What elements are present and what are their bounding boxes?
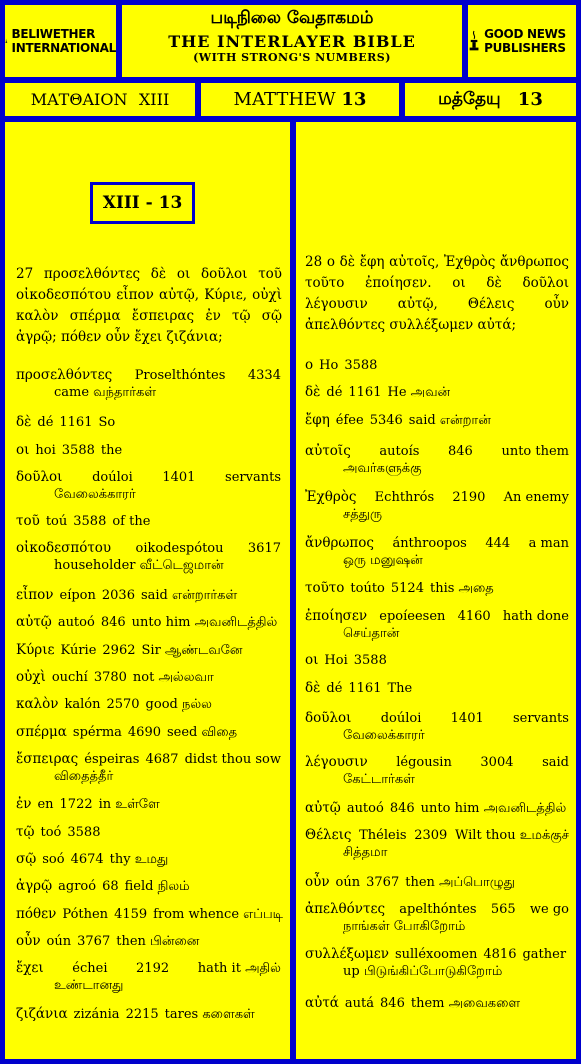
word-entry xyxy=(305,608,569,642)
greek-word: οι xyxy=(16,442,30,458)
strongs-number: 3004 xyxy=(480,755,514,770)
strongs-number: 3588 xyxy=(73,514,107,529)
good-news-logo xyxy=(465,2,579,80)
strongs-number: 1161 xyxy=(348,385,382,400)
english-gloss: we go xyxy=(529,902,569,917)
greek-word: καλὸν xyxy=(16,696,59,712)
english-gloss: the xyxy=(100,443,123,458)
greek-word: δοῦλοι xyxy=(305,710,352,726)
word-entry xyxy=(16,851,281,868)
english-gloss: in உள்ளே xyxy=(98,797,160,812)
strongs-number: 4687 xyxy=(145,752,179,767)
chapter-tamil-num: 13 xyxy=(517,89,543,110)
strongs-number: 5124 xyxy=(390,581,424,596)
english-gloss: from whence எப்படி xyxy=(153,907,283,922)
word-entry xyxy=(305,901,569,935)
gloss-continuation: ஒரு மனுஷன் xyxy=(343,553,423,568)
strongs-number: 4674 xyxy=(70,852,104,867)
english-gloss: unto him அவனிடத்தில் xyxy=(131,615,278,630)
transliteration: oikodespótou xyxy=(135,541,224,556)
gloss-continuation: up பிடுங்கிப்போடுகிறோம் xyxy=(343,964,503,979)
english-gloss: said என்றான் xyxy=(408,413,491,428)
strongs-number: 3588 xyxy=(67,825,101,840)
word-entry xyxy=(16,933,281,950)
english-gloss: thy உமது xyxy=(109,852,169,867)
greek-word: ἄνθρωπος xyxy=(305,535,374,551)
strongs-number: 2190 xyxy=(452,490,486,505)
strongs-number: 846 xyxy=(100,615,126,630)
transliteration: Hoi xyxy=(324,653,348,668)
greek-word: οι xyxy=(305,652,319,668)
greek-word: Κύριε xyxy=(16,642,55,658)
right-logo-text: GOOD NEWS PUBLISHERS xyxy=(484,27,566,55)
gloss-continuation: வேலைக்காரர் xyxy=(343,728,425,743)
english-gloss: unto him அவனிடத்தில் xyxy=(420,801,567,816)
transliteration: epoíeesen xyxy=(379,609,446,624)
english-gloss: then பின்னை xyxy=(116,934,200,949)
transliteration: autá xyxy=(344,996,375,1011)
english-gloss: good நல்ல xyxy=(145,697,212,712)
strongs-number: 4334 xyxy=(247,368,281,383)
strongs-number: 4159 xyxy=(114,907,148,922)
transliteration: légousin xyxy=(396,755,452,770)
word-entry xyxy=(16,878,281,895)
greek-word: Ἐχθρὸς xyxy=(305,489,357,505)
word-entry xyxy=(305,995,569,1012)
english-gloss: then அப்பொழுது xyxy=(405,875,515,890)
transliteration: apelthóntes xyxy=(399,902,477,917)
transliteration: kalón xyxy=(64,697,101,712)
english-gloss: seed விதை xyxy=(167,725,238,740)
strongs-number: 2962 xyxy=(102,643,136,658)
word-entry xyxy=(16,796,281,813)
strongs-number: 3588 xyxy=(344,358,378,373)
greek-word: ἀπελθόντες xyxy=(305,901,386,917)
word-entry xyxy=(16,642,281,659)
greek-word: δὲ xyxy=(16,414,32,430)
word-entry xyxy=(305,443,569,477)
word-entry xyxy=(305,489,569,523)
chapter-english xyxy=(198,80,402,119)
gloss-continuation: சித்தமா xyxy=(343,845,388,860)
strongs-number: 3780 xyxy=(93,670,127,685)
gloss-continuation: உண்டானது xyxy=(54,978,124,993)
lamp-icon xyxy=(468,21,480,61)
transliteration: dé xyxy=(326,681,343,696)
greek-word: ζιζάνια xyxy=(16,1006,68,1022)
greek-word: προσελθόντες xyxy=(16,367,113,383)
transliteration: hoi xyxy=(35,443,56,458)
gloss-continuation: came வந்தார்கள் xyxy=(54,385,157,400)
chapter-english-name: MATTHEW xyxy=(233,89,336,110)
strongs-number: 1161 xyxy=(59,415,93,430)
gloss-continuation: கேட்டார்கள் xyxy=(343,772,415,787)
english-gloss: Sir ஆண்டவனே xyxy=(141,643,243,658)
greek-word: ἔφη xyxy=(305,412,330,428)
greek-word: οἰκοδεσπότου xyxy=(16,540,112,556)
english-gloss: An enemy xyxy=(503,490,569,505)
greek-word: τοῦ xyxy=(16,513,40,529)
transliteration: soó xyxy=(42,852,65,867)
gloss-continuation: விதைத்தீர் xyxy=(54,769,114,784)
word-entry xyxy=(16,1006,281,1023)
gloss-continuation: சத்துரு xyxy=(343,507,382,522)
strongs-number: 1401 xyxy=(450,711,484,726)
english-gloss: hath done xyxy=(502,609,569,624)
strongs-number: 4690 xyxy=(127,725,161,740)
greek-word: ο xyxy=(305,357,314,373)
strongs-number: 3767 xyxy=(77,934,111,949)
greek-word: τοῦτο xyxy=(305,580,345,596)
transliteration: autoó xyxy=(346,801,384,816)
word-entry xyxy=(305,874,569,891)
english-gloss: not அல்லவா xyxy=(132,670,214,685)
strongs-number: 3588 xyxy=(353,653,387,668)
strongs-number: 5346 xyxy=(369,413,403,428)
english-gloss: servants xyxy=(513,711,569,726)
gloss-continuation: அவர்களுக்கு xyxy=(343,461,422,476)
english-gloss: of the xyxy=(112,514,151,529)
gloss-continuation: வேலைக்காரர் xyxy=(54,487,136,502)
strongs-number: 3617 xyxy=(247,541,281,556)
chapter-english-num: 13 xyxy=(341,89,367,110)
english-gloss: tares களைகள் xyxy=(164,1007,255,1022)
strongs-number: 846 xyxy=(389,801,415,816)
title-tamil: படிநிலை வேதாகமம் xyxy=(210,8,374,28)
word-entry xyxy=(16,540,281,574)
english-gloss: said என்றார்கள் xyxy=(140,588,238,603)
greek-word: οὖν xyxy=(16,933,41,949)
word-entry xyxy=(305,710,569,744)
right-verse-text: 28 ο δὲ ἔφη αὐτοῖς, Ἐχθρὸς ἄνθρωπος τοῦτο ἐποίησεν. οι δὲ δοῦλοι λέγουσιν αὐτῷ, Θέλεις οὖν ἀπελθόντες συλλέξωμεν αὐτά; xyxy=(305,254,569,333)
transliteration: Ho xyxy=(319,358,339,373)
greek-word: ἀγρῷ xyxy=(16,878,53,894)
strongs-number: 3588 xyxy=(61,443,95,458)
greek-word: δὲ xyxy=(305,680,321,696)
word-entry xyxy=(16,614,281,631)
greek-word: λέγουσιν xyxy=(305,754,368,770)
english-gloss: unto them xyxy=(501,444,569,459)
strongs-number: 846 xyxy=(448,444,473,459)
word-entry xyxy=(305,652,569,669)
strongs-number: 4160 xyxy=(457,609,491,624)
greek-word: οὖν xyxy=(305,874,330,890)
word-entry xyxy=(16,724,281,741)
strongs-number: 444 xyxy=(485,536,511,551)
greek-word: εἶπον xyxy=(16,587,54,603)
strongs-number: 3767 xyxy=(366,875,400,890)
greek-word: ἔσπειρας xyxy=(16,751,79,767)
english-gloss: Wilt thou உமக்குச் xyxy=(455,828,569,843)
greek-word: αὐτῷ xyxy=(305,800,341,816)
strongs-number: 2215 xyxy=(125,1007,159,1022)
english-gloss: this அதை xyxy=(429,581,494,596)
greek-word: ἐν xyxy=(16,796,32,812)
word-entry xyxy=(16,367,281,401)
word-entry xyxy=(305,946,569,980)
word-entry xyxy=(16,442,281,459)
transliteration: autoó xyxy=(57,615,95,630)
transliteration: doúloi xyxy=(92,470,133,485)
transliteration: Théleis xyxy=(359,828,407,843)
greek-word: δοῦλοι xyxy=(16,469,63,485)
transliteration: Proselthóntes xyxy=(134,368,226,383)
lamp-icon xyxy=(5,21,8,61)
greek-word: οὐχὶ xyxy=(16,669,46,685)
strongs-number: 1161 xyxy=(348,681,382,696)
english-gloss: didst thou sow xyxy=(184,752,281,767)
word-entry xyxy=(16,751,281,785)
transliteration: Kúrie xyxy=(60,643,97,658)
greek-word: ἔχει xyxy=(16,960,44,976)
left-logo-text: BELIWETHER INTERNATIONAL xyxy=(11,27,117,55)
greek-word: σῷ xyxy=(16,851,37,867)
word-entry xyxy=(16,469,281,503)
english-gloss: field நிலம் xyxy=(124,879,190,894)
verse-badge: XIII - 13 xyxy=(90,182,195,224)
chapter-greek-num: XIII xyxy=(138,90,170,109)
word-entry xyxy=(305,754,569,788)
strongs-number: 565 xyxy=(490,902,516,917)
english-gloss: hath it அதில் xyxy=(197,961,281,976)
title-english: THE INTERLAYER BIBLE xyxy=(168,32,416,51)
greek-word: αὐτῷ xyxy=(16,614,52,630)
word-entry xyxy=(16,824,281,841)
word-entry xyxy=(305,827,569,861)
word-entry xyxy=(16,960,281,994)
chapter-tamil xyxy=(402,80,579,119)
transliteration: dé xyxy=(37,415,54,430)
word-entry xyxy=(305,357,569,374)
transliteration: Echthrós xyxy=(374,490,435,505)
word-entry xyxy=(305,580,569,597)
strongs-number: 68 xyxy=(102,879,119,894)
word-entry xyxy=(16,513,281,530)
transliteration: oún xyxy=(335,875,361,890)
transliteration: spérma xyxy=(72,725,122,740)
transliteration: éspeiras xyxy=(84,752,140,767)
word-entry xyxy=(305,680,569,697)
transliteration: ouchí xyxy=(51,670,88,685)
beliwether-logo xyxy=(2,2,119,80)
left-verse-text: 27 προσελθόντες δὲ οι δοῦλοι τοῦ οἰκοδεσπότου εἶπον αὐτῷ, Κύριε, οὐχὶ καλὸν σπέρμα ἔσπειρας ἐν τῷ σῷ ἀγρῷ; πόθεν οὖν ἔχει ζιζάνια; xyxy=(16,266,282,345)
greek-word: δὲ xyxy=(305,384,321,400)
english-gloss: said xyxy=(542,755,569,770)
gloss-continuation: செய்தான் xyxy=(343,626,400,641)
word-entry xyxy=(16,414,281,431)
word-entry xyxy=(305,384,569,401)
word-entry xyxy=(305,535,569,569)
transliteration: échei xyxy=(72,961,108,976)
word-entry xyxy=(16,587,281,604)
transliteration: dé xyxy=(326,385,343,400)
transliteration: autoís xyxy=(379,444,420,459)
english-gloss: servants xyxy=(225,470,281,485)
strongs-number: 2570 xyxy=(106,697,140,712)
word-entry xyxy=(305,412,569,429)
strongs-number: 2192 xyxy=(136,961,170,976)
greek-word: συλλέξωμεν xyxy=(305,946,389,962)
gloss-continuation: நாங்கள் போகிறோம் xyxy=(343,919,466,934)
gloss-continuation: householder வீட்டெஜமான் xyxy=(54,558,224,573)
strongs-number: 4816 xyxy=(483,947,517,962)
transliteration: toó xyxy=(40,825,62,840)
transliteration: éfee xyxy=(335,413,364,428)
transliteration: oún xyxy=(46,934,72,949)
transliteration: doúloi xyxy=(380,711,422,726)
greek-word: σπέρμα xyxy=(16,724,67,740)
chapter-greek-name: ΜΑΤΘΑΙΟΝ xyxy=(30,90,128,109)
greek-word: αὐτοῖς xyxy=(305,443,351,459)
transliteration: en xyxy=(37,797,54,812)
transliteration: ánthroopos xyxy=(392,536,467,551)
english-gloss: He அவன் xyxy=(387,385,451,400)
transliteration: zizánia xyxy=(73,1007,120,1022)
strongs-number: 846 xyxy=(380,996,405,1011)
word-entry xyxy=(305,800,569,817)
english-gloss: a man xyxy=(528,536,569,551)
transliteration: toúto xyxy=(350,581,385,596)
word-entry xyxy=(16,669,281,686)
word-entry xyxy=(16,906,281,923)
strongs-number: 1401 xyxy=(162,470,196,485)
transliteration: eípon xyxy=(59,588,96,603)
strongs-number: 2036 xyxy=(101,588,135,603)
transliteration: agroó xyxy=(58,879,97,894)
word-entry xyxy=(16,696,281,713)
chapter-greek xyxy=(2,80,198,119)
greek-word: πόθεν xyxy=(16,906,57,922)
greek-word: ἐποίησεν xyxy=(305,608,368,624)
greek-word: Θέλεις xyxy=(305,827,352,843)
english-gloss: them அவைகளை xyxy=(410,996,521,1011)
transliteration: sulléxoomen xyxy=(394,947,478,962)
english-gloss: So xyxy=(98,415,116,430)
strongs-number: 1722 xyxy=(59,797,93,812)
english-gloss: gather xyxy=(522,947,567,962)
greek-word: αὐτά xyxy=(305,995,339,1011)
transliteration: toú xyxy=(45,514,68,529)
chapter-tamil-name: மத்தேயு xyxy=(438,88,501,109)
greek-word: τῷ xyxy=(16,824,35,840)
english-gloss: The xyxy=(387,681,413,696)
transliteration: Póthen xyxy=(62,907,109,922)
subtitle: (WITH STRONG'S NUMBERS) xyxy=(193,51,391,64)
title-block xyxy=(119,2,465,80)
strongs-number: 2309 xyxy=(414,828,448,843)
